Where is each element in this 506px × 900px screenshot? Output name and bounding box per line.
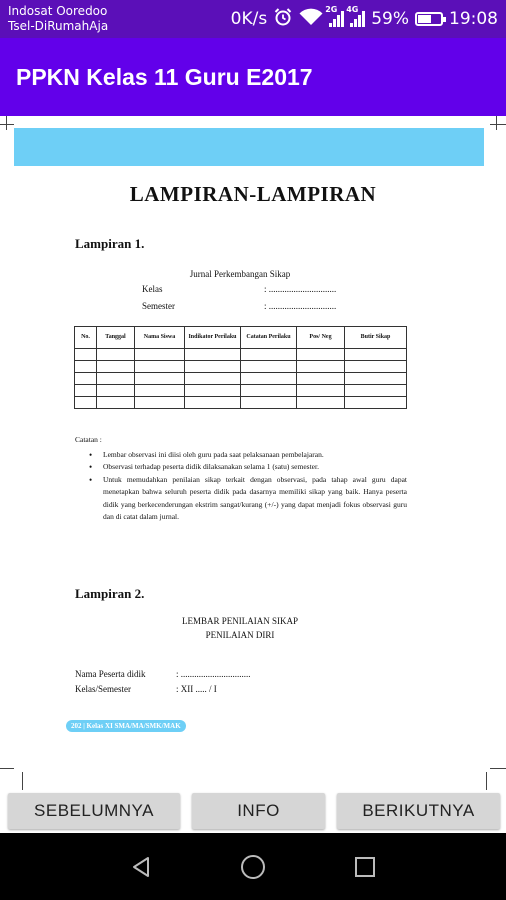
previous-button[interactable]: SEBELUMNYA: [8, 793, 180, 829]
battery-fill: [418, 15, 431, 23]
lembar-title-line2: PENILAIAN DIRI: [205, 630, 275, 640]
crop-mark: [486, 772, 487, 790]
carrier-secondary: Tsel-DiRumahAja: [8, 19, 109, 33]
column-header: No.: [75, 327, 97, 349]
alarm-icon: [273, 7, 293, 32]
next-button[interactable]: BERIKUTNYA: [337, 793, 500, 829]
lampiran-2-heading: Lampiran 2.: [75, 586, 145, 601]
header-band: [14, 128, 484, 166]
crop-mark: [0, 768, 14, 769]
table-row: [75, 397, 407, 409]
network-type-label: 2G: [325, 5, 338, 14]
lembar-title-line1: LEMBAR PENILAIAN SIKAP: [181, 616, 298, 626]
kelas-label: Kelas: [142, 284, 163, 294]
document-page[interactable]: [0, 116, 506, 790]
carrier-primary: Indosat Ooredoo: [8, 4, 108, 18]
table-row: [75, 349, 407, 361]
lampiran-1-heading: Lampiran 1.: [75, 236, 145, 251]
clock: 19:08: [449, 9, 498, 29]
kelas-semester-label: Kelas/Semester: [75, 684, 131, 694]
list-item: • Lembar observasi ini diisi oleh guru pada saat pelaksanaan pembelajaran.: [89, 449, 407, 462]
network-speed: 0K/s: [230, 9, 268, 29]
notes-label: Catatan :: [75, 435, 102, 444]
crop-mark: [490, 768, 506, 769]
app-title: PPKN Kelas 11 Guru E2017: [16, 64, 313, 90]
jurnal-subtitle: Jurnal Perkembangan Sikap: [189, 269, 291, 279]
network-type-label: 4G: [346, 5, 359, 14]
crop-mark: [496, 116, 497, 130]
table-header-row: [75, 327, 407, 349]
list-item: • Untuk memudahkan penilaian sikap terkait dengan observasi, pada tahap awal guru dapat menetapkan bahwa seluruh peserta didik pada dasarnya memiliki sikap yang baik. Hanya peserta didik yang berkecenderungan ekstrim sangat/kurang (+/-) yang dapat menjadi fokus observasi guru dan di catat dalam jurnal.: [89, 474, 407, 524]
info-button[interactable]: INFO: [192, 793, 325, 829]
carrier-info: [8, 4, 108, 34]
battery-icon: [415, 12, 443, 26]
table-row: [75, 385, 407, 397]
nama-label: Nama Peserta didik: [75, 669, 146, 679]
column-header: Catatan Perilaku: [241, 327, 297, 349]
battery-percent: 59%: [371, 9, 409, 29]
document-title: LAMPIRAN-LAMPIRAN: [129, 182, 377, 206]
semester-field: : ..............................: [264, 301, 337, 311]
recents-icon[interactable]: [348, 850, 382, 884]
jurnal-table: [74, 326, 407, 409]
back-icon[interactable]: [124, 850, 158, 884]
table-row: [75, 373, 407, 385]
column-header: Pos/ Neg: [297, 327, 345, 349]
kelas-semester-field: : XII ..... / I: [176, 684, 217, 694]
notes-list: [89, 449, 407, 524]
notes-section: [75, 434, 407, 524]
column-header: Indikator Perilaku: [185, 327, 241, 349]
column-header: Nama Siswa: [135, 327, 185, 349]
semester-label: Semester: [142, 301, 175, 311]
signal-icon: [325, 5, 344, 27]
system-nav-bar: [0, 833, 506, 900]
navigation-buttons: [0, 790, 506, 833]
page-footer-badge: 202 | Kelas XI SMA/MA/SMK/MAK: [66, 720, 186, 732]
list-item: • Observasi terhadap peserta didik dilaksanakan selama 1 (satu) semester.: [89, 461, 407, 474]
crop-mark: [6, 116, 7, 130]
status-indicators: [231, 6, 498, 32]
kelas-field: : ..............................: [264, 284, 337, 294]
nama-field: : ...............................: [176, 669, 251, 679]
status-bar: [0, 0, 506, 38]
table-row: [75, 361, 407, 373]
crop-mark: [490, 124, 506, 125]
signal-icon: [346, 5, 365, 27]
app-bar: [0, 38, 506, 116]
crop-mark: [0, 124, 14, 125]
column-header: Tanggal: [97, 327, 135, 349]
column-header: Butir Sikap: [345, 327, 407, 349]
wifi-icon: [299, 8, 323, 31]
home-icon[interactable]: [236, 850, 270, 884]
crop-mark: [22, 772, 23, 790]
